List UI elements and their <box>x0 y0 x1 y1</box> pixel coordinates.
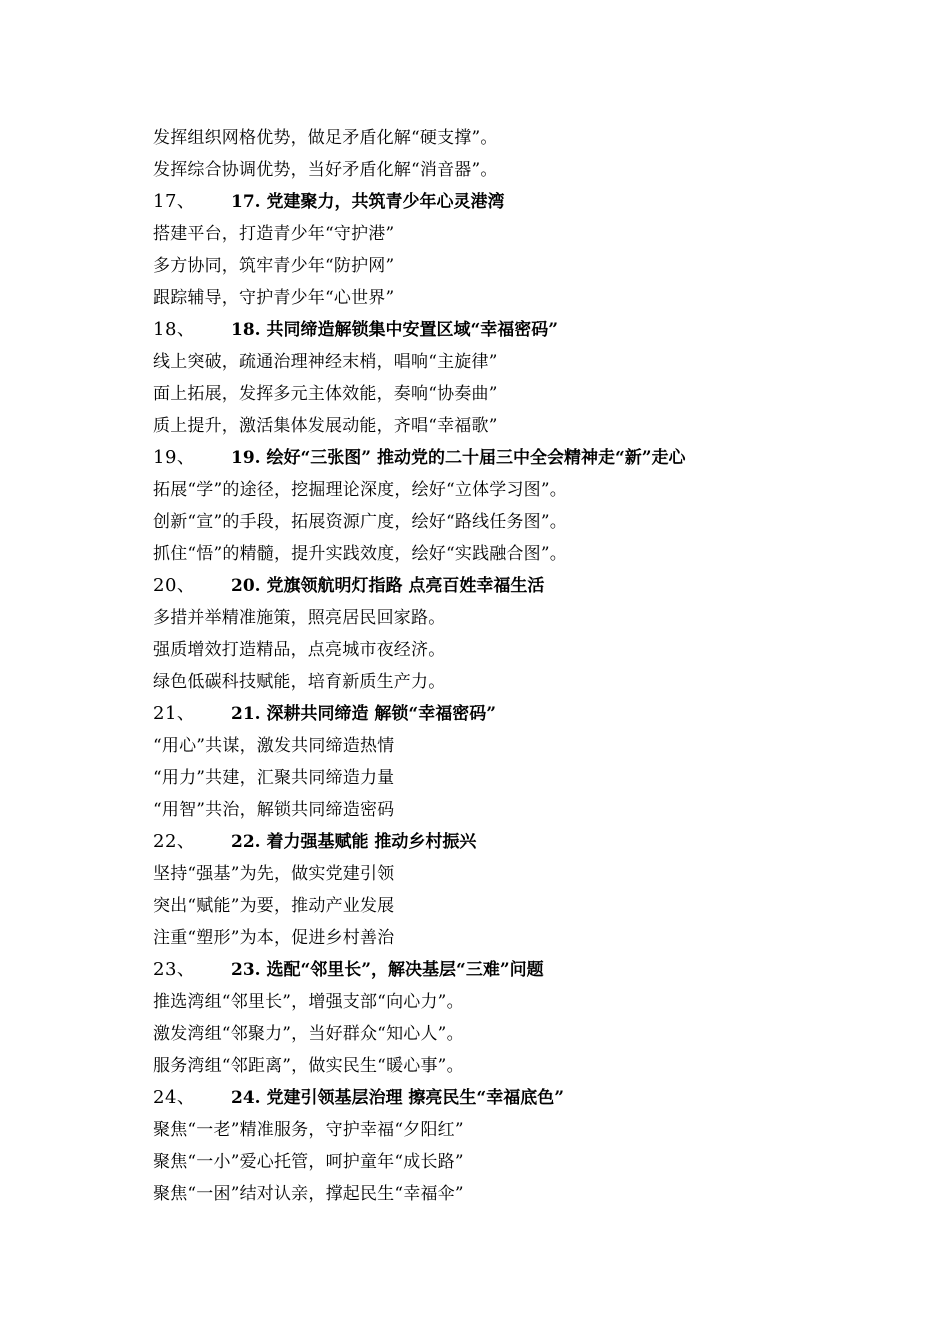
section-line: “用力”共建，汇聚共同缔造力量 <box>153 768 395 788</box>
section-number: 23、 <box>153 959 196 980</box>
section-line: 聚焦“一小”爱心托管，呵护童年“成长路” <box>153 1152 464 1172</box>
section-title: 24. 党建引领基层治理 擦亮民生“幸福底色” <box>231 1088 564 1108</box>
section-line: “用心”共谋，激发共同缔造热情 <box>153 736 395 756</box>
section-line: 抓住“悟”的精髓，提升实践效度，绘好“实践融合图”。 <box>153 544 567 564</box>
section-title: 17. 党建聚力，共筑青少年心灵港湾 <box>231 192 505 212</box>
intro-line: 发挥组织网格优势，做足矛盾化解“硬支撑”。 <box>153 128 498 148</box>
section-heading-18 <box>153 314 853 346</box>
section-title: 19. 绘好“三张图” 推动党的二十届三中全会精神走“新”走心 <box>231 448 686 468</box>
section-number: 20、 <box>153 575 196 596</box>
section-line: 强质增效打造精品，点亮城市夜经济。 <box>153 640 446 660</box>
section-title: 18. 共同缔造解锁集中安置区域“幸福密码” <box>231 320 559 340</box>
section-line: 突出“赋能”为要，推动产业发展 <box>153 896 395 916</box>
section-number: 17、 <box>153 191 196 212</box>
document-body <box>153 122 853 1210</box>
intro-line: 发挥综合协调优势，当好矛盾化解“消音器”。 <box>153 160 498 180</box>
section-line: 跟踪辅导，守护青少年“心世界” <box>153 288 395 308</box>
section-title: 22. 着力强基赋能 推动乡村振兴 <box>231 832 477 852</box>
section-heading-21 <box>153 698 853 730</box>
section-line: 面上拓展，发挥多元主体效能，奏响“协奏曲” <box>153 384 498 404</box>
section-title: 23. 选配“邻里长”，解决基层“三难”问题 <box>231 960 544 980</box>
section-number: 22、 <box>153 831 196 852</box>
section-number: 19、 <box>153 447 196 468</box>
section-number: 21、 <box>153 703 196 724</box>
section-heading-17 <box>153 186 853 218</box>
section-heading-23 <box>153 954 853 986</box>
section-line: 聚焦“一老”精准服务，守护幸福“夕阳红” <box>153 1120 464 1140</box>
section-line: 激发湾组“邻聚力”，当好群众“知心人”。 <box>153 1024 464 1044</box>
section-heading-20 <box>153 570 853 602</box>
section-title: 20. 党旗领航明灯指路 点亮百姓幸福生活 <box>231 576 545 596</box>
section-line: 服务湾组“邻距离”，做实民生“暖心事”。 <box>153 1056 464 1076</box>
section-line: 绿色低碳科技赋能，培育新质生产力。 <box>153 672 446 692</box>
section-line: 注重“塑形”为本，促进乡村善治 <box>153 928 395 948</box>
section-line: “用智”共治，解锁共同缔造密码 <box>153 800 395 820</box>
section-line: 坚持“强基”为先，做实党建引领 <box>153 864 395 884</box>
section-heading-19 <box>153 442 853 474</box>
section-number: 18、 <box>153 319 196 340</box>
section-heading-24 <box>153 1082 853 1114</box>
section-line: 拓展“学”的途径，挖掘理论深度，绘好“立体学习图”。 <box>153 480 567 500</box>
section-line: 聚焦“一困”结对认亲，撑起民生“幸福伞” <box>153 1184 464 1204</box>
section-line: 多方协同，筑牢青少年“防护网” <box>153 256 395 276</box>
section-line: 质上提升，激活集体发展动能，齐唱“幸福歌” <box>153 416 498 436</box>
section-heading-22 <box>153 826 853 858</box>
section-line: 推选湾组“邻里长”，增强支部“向心力”。 <box>153 992 464 1012</box>
section-line: 多措并举精准施策，照亮居民回家路。 <box>153 608 446 628</box>
section-number: 24、 <box>153 1087 196 1108</box>
section-title: 21. 深耕共同缔造 解锁“幸福密码” <box>231 704 496 724</box>
section-line: 创新“宣”的手段，拓展资源广度，绘好“路线任务图”。 <box>153 512 567 532</box>
section-line: 搭建平台，打造青少年“守护港” <box>153 224 395 244</box>
section-line: 线上突破，疏通治理神经末梢，唱响“主旋律” <box>153 352 498 372</box>
